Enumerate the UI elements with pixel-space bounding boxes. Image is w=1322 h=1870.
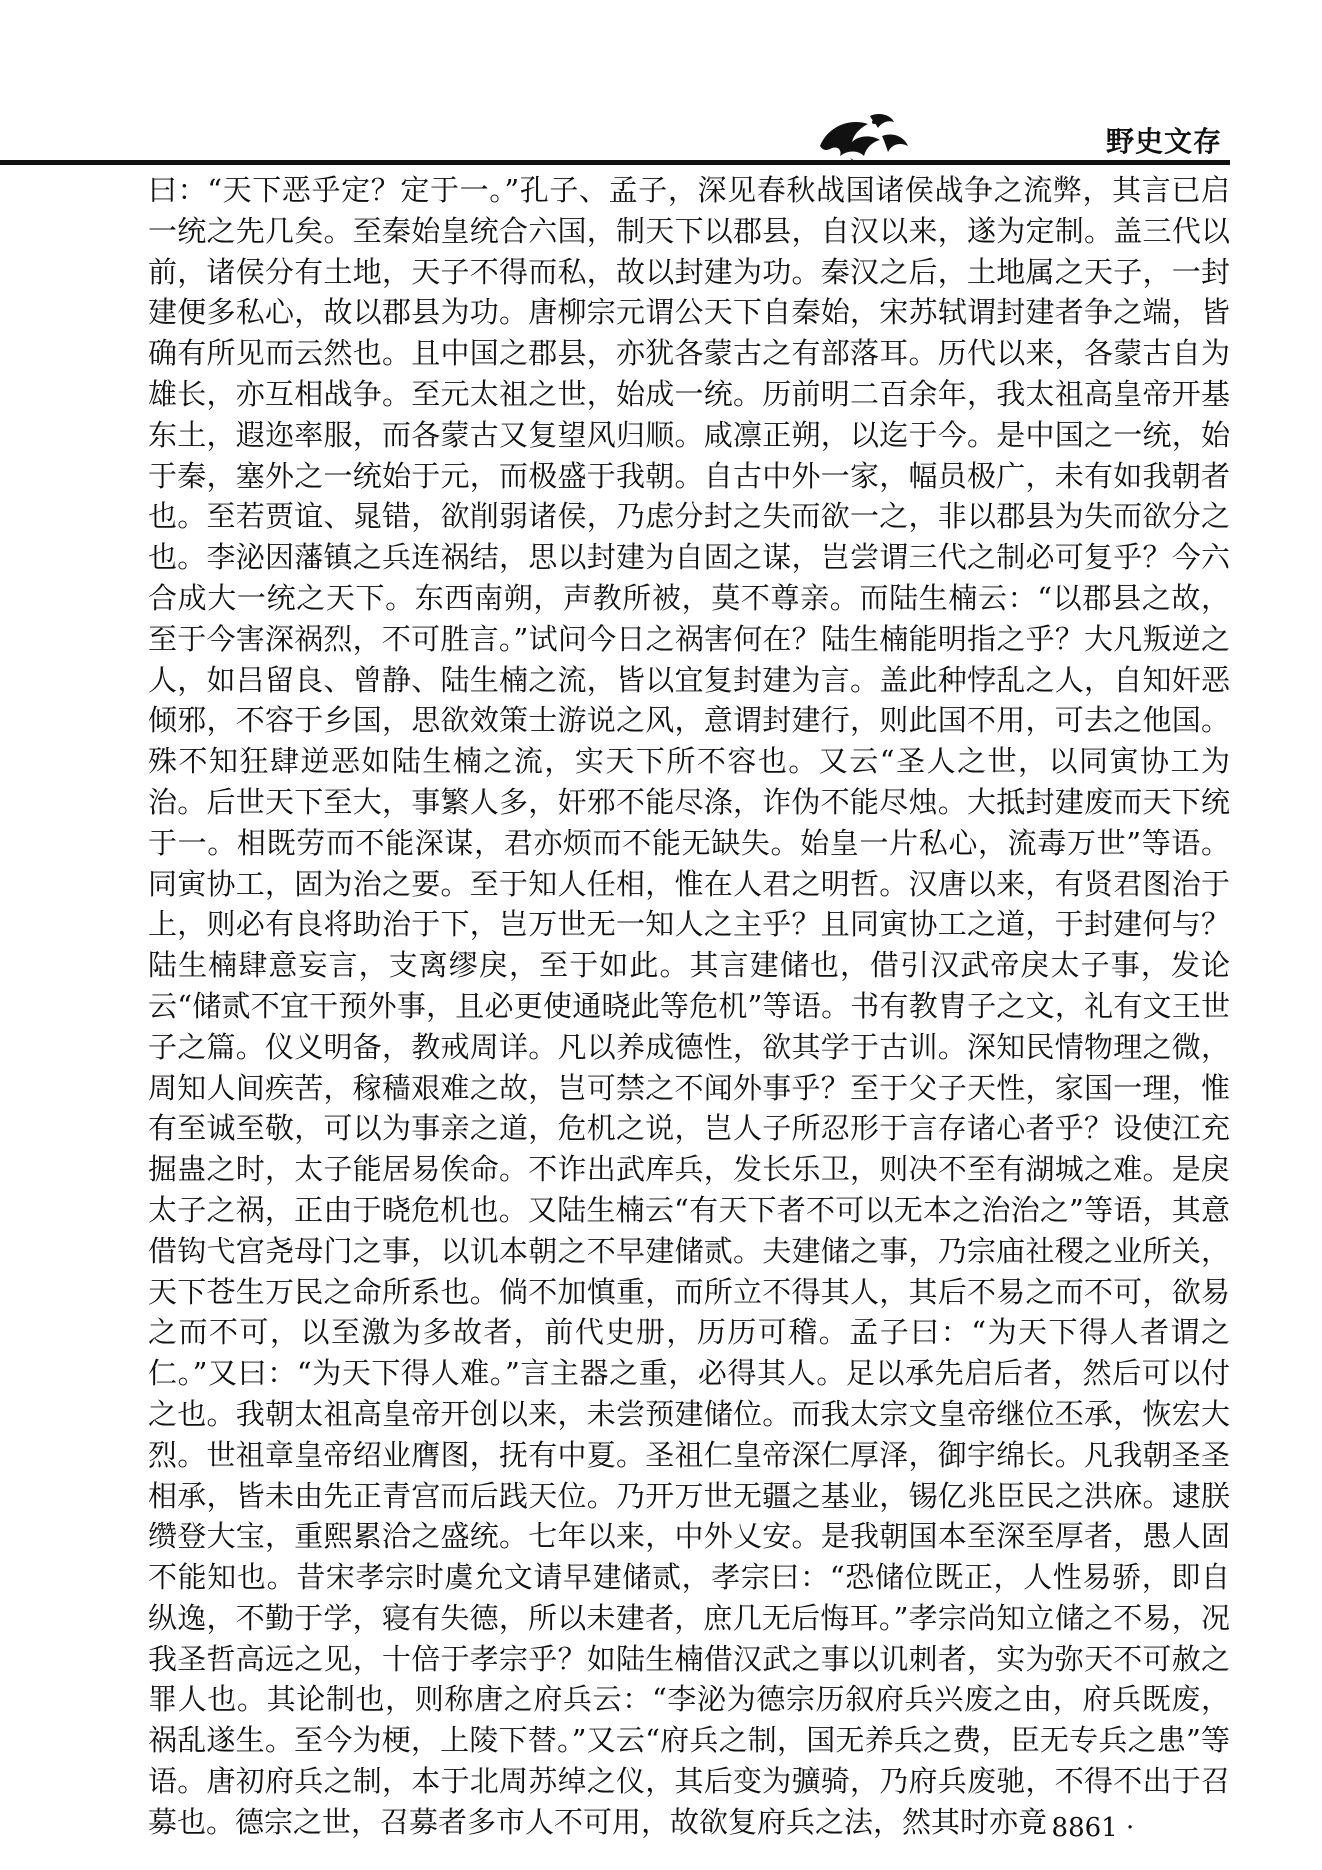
body-text <box>148 170 1230 1843</box>
body-paragraph: 曰：“天下恶乎定？定于一。”孔子、孟子，深见春秋战国诸侯战争之流弊，其言已启一统之先几矣。至秦始皇统合六国，制天下以郡县，自汉以来，遂为定制。盖三代以前，诸侯分有土地，天子不得而私，故以封建为功。秦汉之后，土地属之天子，一封建便多私心，故以郡县为功。唐柳宗元谓公天下自秦始，宋苏轼谓封建者争之端，皆确有所见而云然也。且中国之郡县，亦犹各蒙古之有部落耳。历代以来，各蒙古自为雄长，亦互相战争。至元太祖之世，始成一统。历前明二百余年，我太祖高皇帝开基东土，遐迩率服，而各蒙古又复望风归顺。咸凛正朔，以迄于今。是中国之一统，始于秦，塞外之一统始于元，而极盛于我朝。自古中外一家，幅员极广，未有如我朝者也。至若贾谊、晁错，欲削弱诸侯，乃虑分封之失而欲一之，非以郡县为失而欲分之也。李泌因藩镇之兵连祸结，思以封建为自固之谋，岂尝谓三代之制必可复乎？今六合成大一统之天下。东西南朔，声教所被，莫不尊亲。而陆生楠云：“以郡县之故，至于今害深祸烈，不可胜言。”试问今日之祸害何在？陆生楠能明指之乎？大凡叛逆之人，如吕留良、曾静、陆生楠之流，皆以宜复封建为言。盖此种悖乱之人，自知奸恶倾邪，不容于乡国，思欲效策士游说之风，意谓封建行，则此国不用，可去之他国。殊不知狂肆逆恶如陆生楠之流，实天下所不容也。又云“圣人之世，以同寅协工为治。后世天下至大，事繁人多，奸邪不能尽涤，诈伪不能尽烛。大抵封建废而天下统于一。相既劳而不能深谋，君亦烦而不能无缺失。始皇一片私心，流毒万世”等语。同寅协工，固为治之要。至于知人任相，惟在人君之明哲。汉唐以来，有贤君图治于上，则必有良将助治于下，岂万世无一知人之主乎？且同寅协工之道，于封建何与？陆生楠肆意妄言，支离缪戾，至于如此。其言建储也，借引汉武帝戾太子事，发论云“储贰不宜干预外事，且必更使通晓此等危机”等语。书有教胄子之文，礼有文王世子之篇。仪义明备，教戒周详。凡以养成德性，欲其学于古训。深知民情物理之微，周知人间疾苦，稼穑艰难之故，岂可禁之不闻外事乎？至于父子天性，家国一理，惟有至诚至敬，可以为事亲之道，危机之说，岂人子所忍形于言存诸心者乎？设使江充掘蛊之时，太子能居易俟命。不诈出武库兵，发长乐卫，则决不至有湖城之难。是戾太子之祸，正由于晓危机也。又陆生楠云“有天下者不可以无本之治治之”等语，其意借钩弋宫尧母门之事，以讥本朝之不早建储贰。夫建储之事，乃宗庙社稷之业所关，天下苍生万民之命所系也。倘不加慎重，而所立不得其人，其后不易之而不可，欲易之而不可，以至激为多故者，前代史册，历历可稽。孟子曰：“为天下得人者谓之仁。”又曰：“为天下得人难。”言主器之重，必得其人。足以承先启后者，然后可以付之也。我朝太祖高皇帝开创以来，未尝预建储位。而我太宗文皇帝继位丕承，恢宏大烈。世祖章皇帝绍业膺图，抚有中夏。圣祖仁皇帝深仁厚泽，御宇绵长。凡我朝圣圣相承，皆未由先正青宫而后践天位。乃开万世无疆之基业，锡亿兆臣民之洪庥。逮朕缵登大宝，重熙累洽之盛统。七年以来，中外乂安。是我朝国本至深至厚者，愚人固不能知也。昔宋孝宗时虞允文请早建储贰，孝宗曰：“恐储位既正，人性易骄，即自纵逸，不勤于学，寝有失德，所以未建者，庶几无后悔耳。”孝宗尚知立储之不易，况我圣哲高远之见，十倍于孝宗乎？如陆生楠借汉武之事以讥刺者，实为弥天不可赦之罪人也。其论制也，则称唐之府兵云：“李泌为德宗历叙府兵兴废之由，府兵既废，祸乱遂生。至今为梗，上陵下替。”又云“府兵之制，国无养兵之费，臣无专兵之患”等语。唐初府兵之制，本于北周苏绰之仪，其后变为彍骑，乃府兵废驰，不得不出于召募也。德宗之世，召募者多市人不可用，故欲复府兵之法，然其时亦竟 <box>148 173 1230 1839</box>
header-rule <box>0 160 1230 165</box>
page-number: · 8861 · <box>1035 1813 1135 1843</box>
dragon-emblem-icon <box>810 106 930 168</box>
running-header <box>770 106 1230 168</box>
running-header-title: 野史文存 <box>1105 125 1222 158</box>
